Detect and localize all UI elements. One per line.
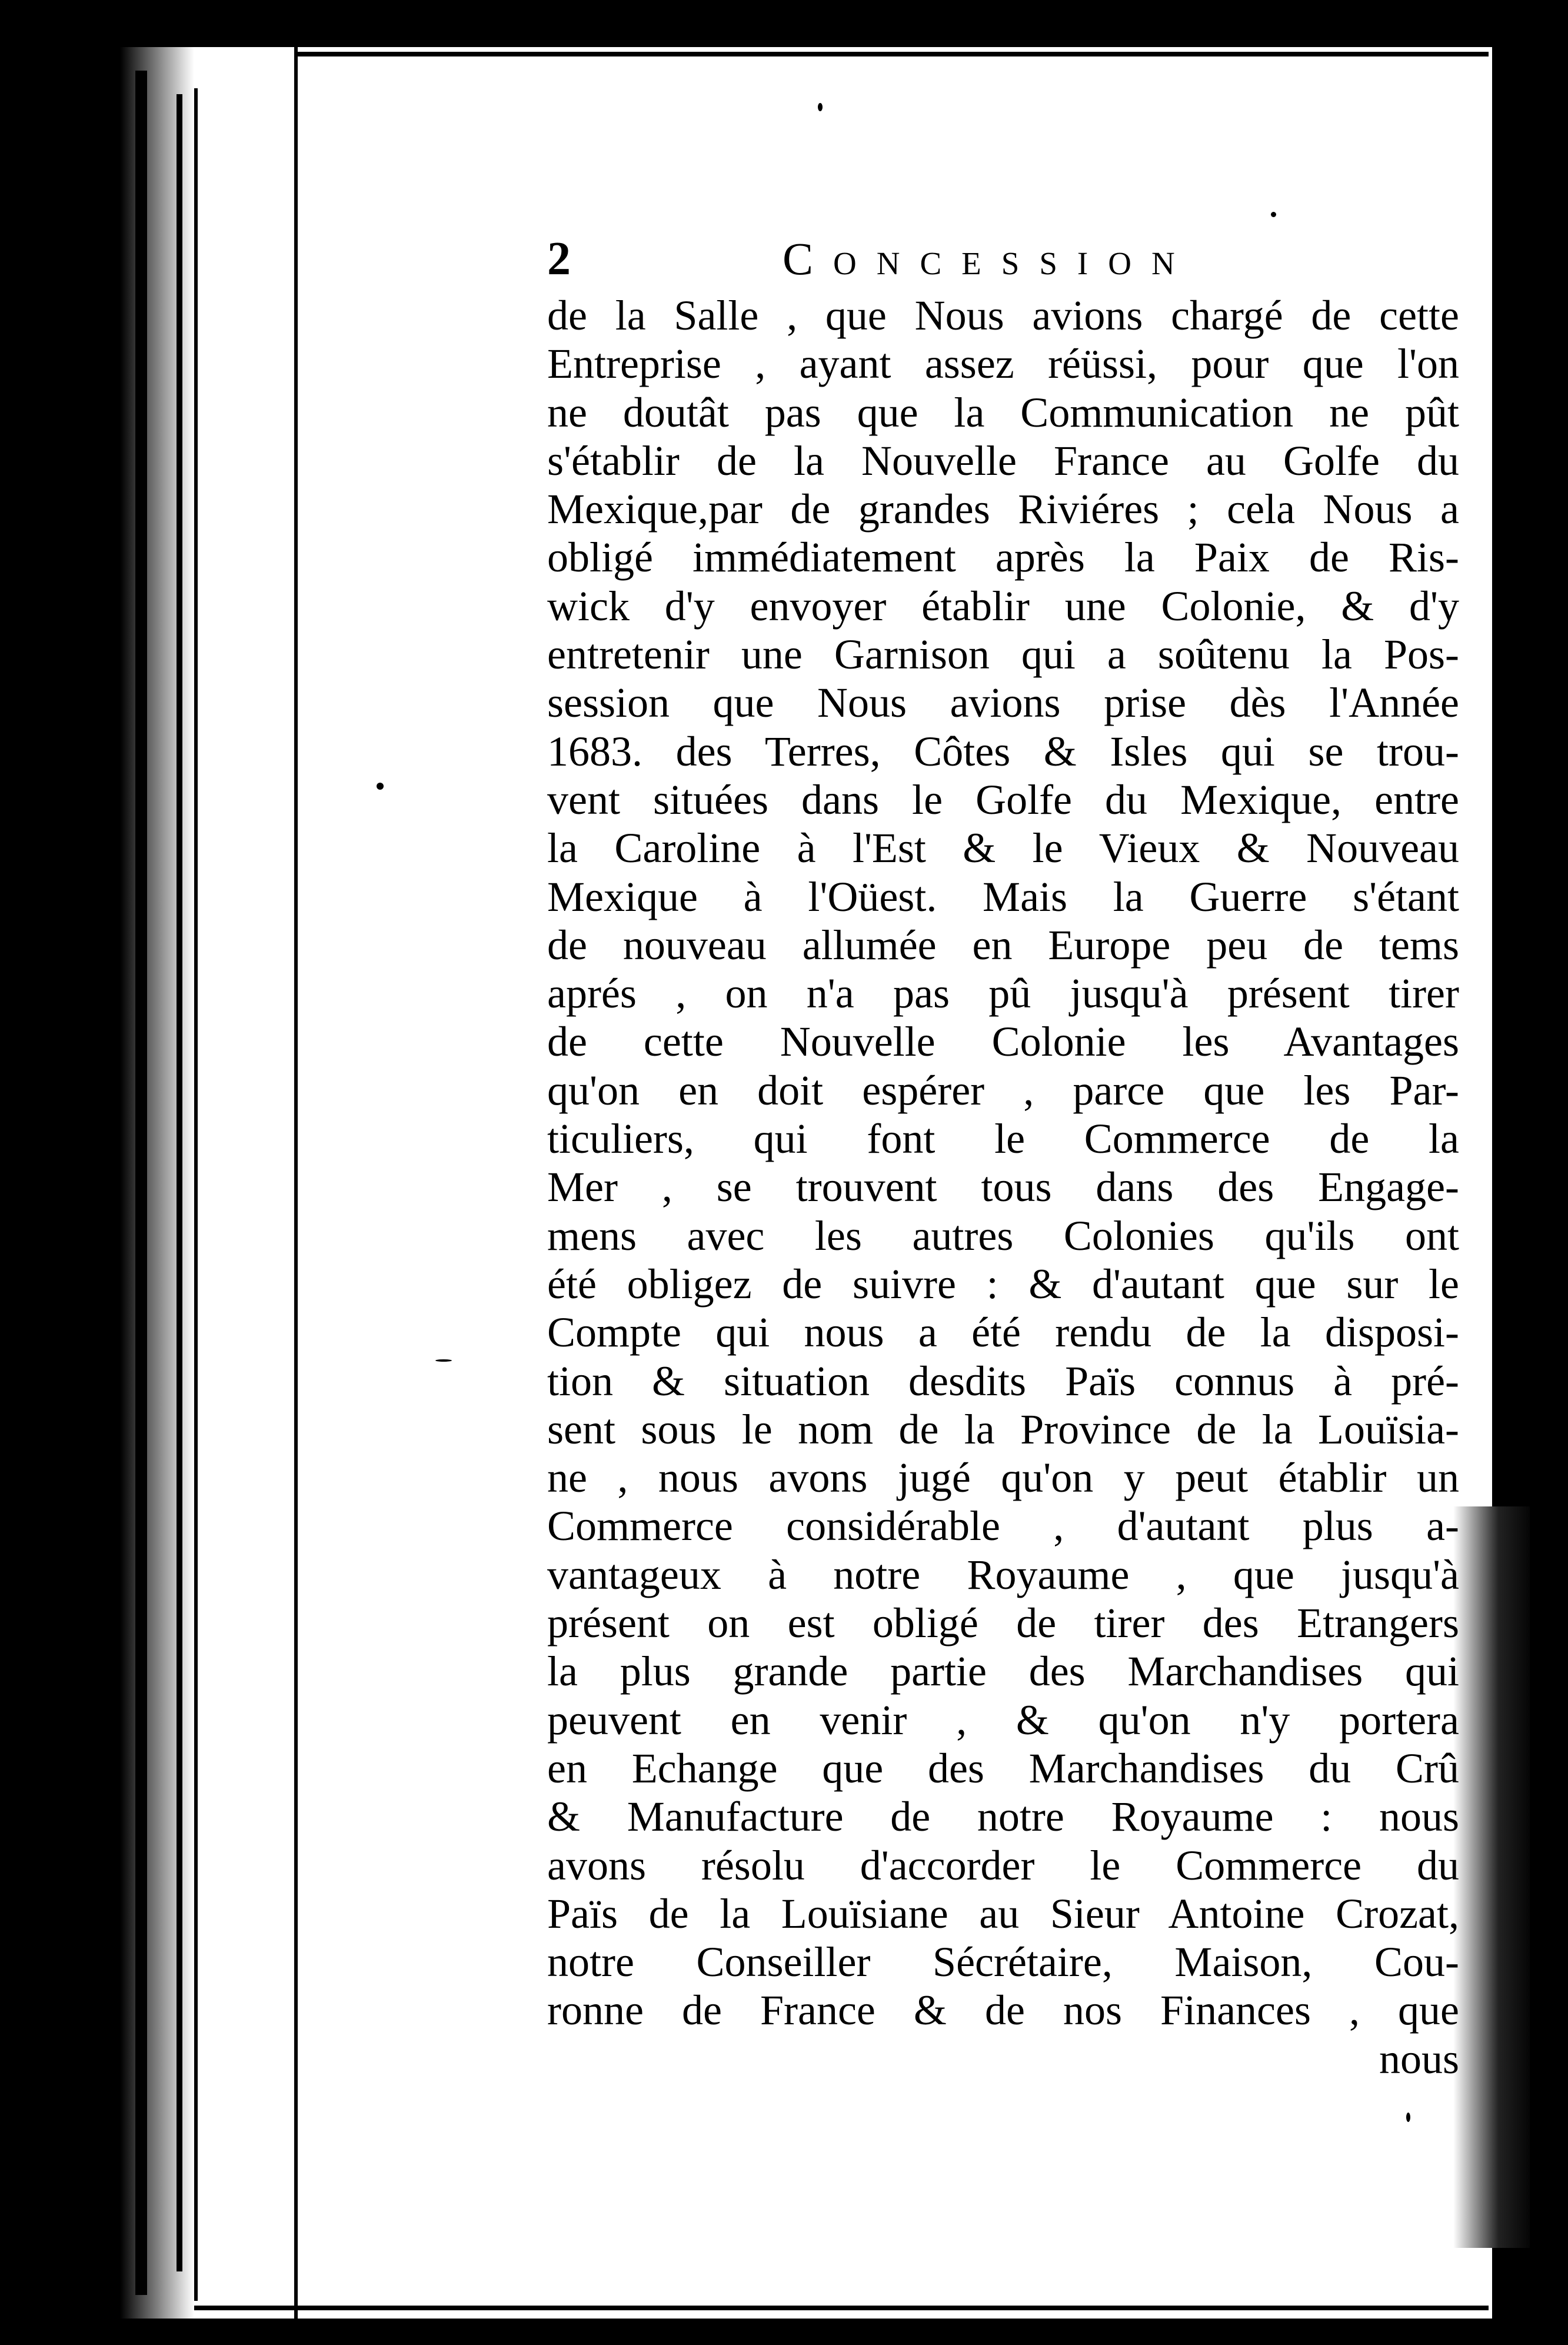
binding-line bbox=[135, 71, 147, 2295]
page-top-edge bbox=[294, 52, 1489, 56]
speck bbox=[818, 103, 823, 111]
text-line: ticuliers, qui font le Commerce de la bbox=[547, 1115, 1459, 1163]
text-line: session que Nous avions prise dès l'Année bbox=[547, 679, 1459, 727]
text-line: notre Conseiller Sécrétaire, Maison, Cou- bbox=[547, 1938, 1459, 1986]
body-text bbox=[547, 291, 1459, 2083]
speck bbox=[1271, 212, 1276, 217]
binding-line bbox=[177, 94, 182, 2271]
right-edge-strip bbox=[1530, 47, 1568, 2345]
running-title: Concession bbox=[783, 233, 1195, 284]
text-line: & Manufacture de notre Royaume : nous bbox=[547, 1793, 1459, 1841]
text-line: mens avec les autres Colonies qu'ils ont bbox=[547, 1212, 1459, 1259]
text-line: de la Salle , que Nous avions chargé de cette bbox=[547, 292, 1459, 339]
text-line: s'établir de la Nouvelle France au Golfe du bbox=[547, 437, 1459, 484]
text-line: Mer , se trouvent tous dans des Engage- bbox=[547, 1163, 1459, 1211]
text-line: avons résolu d'accorder le Commerce du bbox=[547, 1841, 1459, 1889]
text-line: présent on est obligé de tirer des Etrangers bbox=[547, 1599, 1459, 1647]
text-line: de nouveau allumée en Europe peu de tems bbox=[547, 921, 1459, 969]
text-line: qu'on en doit espérer , parce que les Par- bbox=[547, 1066, 1459, 1114]
speck bbox=[435, 1359, 452, 1362]
page-curl-shadow bbox=[1453, 1506, 1536, 2248]
text-line: en Echange que des Marchandises du Crû bbox=[547, 1744, 1459, 1792]
text-line: été obligez de suivre : & d'autant que sur le bbox=[547, 1260, 1459, 1308]
speck bbox=[377, 783, 384, 790]
text-line: wick d'y envoyer établir une Colonie, & d'y bbox=[547, 582, 1459, 630]
text-line: Compte qui nous a été rendu de la disposi- bbox=[547, 1309, 1459, 1356]
text-line: de cette Nouvelle Colonie les Avantages bbox=[547, 1018, 1459, 1066]
text-line: ronne de France & de nos Finances , que bbox=[547, 1987, 1459, 2034]
text-line: obligé immédiatement après la Paix de Ris- bbox=[547, 534, 1459, 581]
page-bottom-edge bbox=[194, 2306, 1489, 2310]
catchword: nous bbox=[1379, 2035, 1459, 2083]
text-line: sent sous le nom de la Province de la Louïsia- bbox=[547, 1405, 1459, 1453]
text-line: Mexique à l'Oüest. Mais la Guerre s'étant bbox=[547, 873, 1459, 920]
text-line: ne doutât pas que la Communication ne pût bbox=[547, 388, 1459, 436]
running-head bbox=[547, 227, 1371, 291]
text-line: Mexique,par de grandes Riviéres ; cela Nous a bbox=[547, 485, 1459, 533]
text-line: 1683. des Terres, Côtes & Isles qui se trou- bbox=[547, 727, 1459, 775]
text-line: vantageux à notre Royaume , que jusqu'à bbox=[547, 1551, 1459, 1598]
text-line: tion & situation desdits Païs connus à pré- bbox=[547, 1357, 1459, 1405]
text-line: peuvent en venir , & qu'on n'y portera bbox=[547, 1696, 1459, 1744]
text-line: la Caroline à l'Est & le Vieux & Nouveau bbox=[547, 824, 1459, 872]
text-line: la plus grande partie des Marchandises qui bbox=[547, 1648, 1459, 1695]
page-number: 2 bbox=[547, 233, 571, 285]
text-line: entretenir une Garnison qui a soûtenu la Pos- bbox=[547, 631, 1459, 678]
text-line: vent situées dans le Golfe du Mexique, entre bbox=[547, 776, 1459, 823]
binding-line bbox=[194, 88, 198, 2301]
text-line: Païs de la Louïsiane au Sieur Antoine Crozat, bbox=[547, 1890, 1459, 1937]
text-line: Entreprise , ayant assez réüssi, pour que l'on bbox=[547, 340, 1459, 388]
speck bbox=[1406, 2113, 1410, 2122]
text-line: ne , nous avons jugé qu'on y peut établir un bbox=[547, 1454, 1459, 1502]
text-line: aprés , on n'a pas pû jusqu'à présent tirer bbox=[547, 970, 1459, 1017]
text-line: Commerce considérable , d'autant plus a- bbox=[547, 1502, 1459, 1550]
